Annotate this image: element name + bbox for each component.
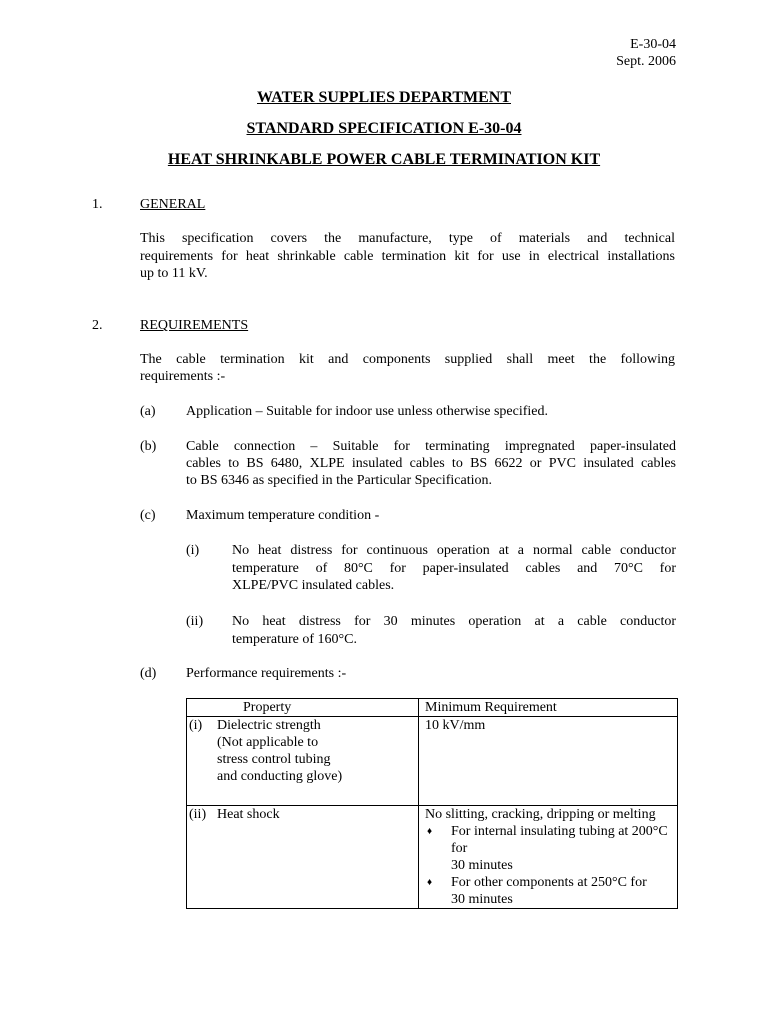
table-header-row [187,699,678,717]
specification-title: STANDARD SPECIFICATION E-30-04 [246,120,522,137]
performance-table [186,698,678,909]
property-cell [187,806,419,909]
header-minimum-requirement: Minimum Requirement [419,699,678,717]
property-line: stress control tubing [217,752,331,767]
row-label: (ii) [189,807,207,822]
bullet-line: For internal insulating tubing at 200°C for [451,824,668,856]
list-item [421,823,675,874]
diamond-bullet-icon: ♦ [427,826,433,837]
bullet-line: 30 minutes [451,858,513,873]
kit-title: HEAT SHRINKABLE POWER CABLE TERMINATION KIT [167,151,601,168]
body-line: temperature of 160°C. [232,632,357,647]
document-reference: E-30-04 [630,37,676,52]
item-c-label: (c) [140,508,156,523]
body-line: cables to BS 6480, XLPE insulated cables to BS 6622 or PVC insulated cables [186,456,676,471]
department-title: WATER SUPPLIES DEPARTMENT [257,89,511,106]
body-line: temperature of 80°C for paper-insulated cables and 70°C for [232,561,676,576]
body-line: XLPE/PVC insulated cables. [232,578,395,593]
requirement-text: No slitting, cracking, dripping or melting [425,807,656,822]
body-line: This specification covers the manufacture, type of materials and technical [140,231,675,246]
property-line: Dielectric strength [217,718,321,733]
body-line: to BS 6346 as specified in the Particular Specification. [186,473,492,488]
body-line: up to 11 kV. [140,266,208,281]
body-line: No heat distress for 30 minutes operation at a cable conductor [232,614,676,629]
requirement-text: 10 kV/mm [425,718,486,733]
item-c-text: Maximum temperature condition - [186,508,380,523]
section-1-heading: GENERAL [140,197,206,212]
requirement-cell [419,717,678,806]
item-c-ii-label: (ii) [186,614,204,629]
bullet-line: For other components at 250°C for [451,875,647,890]
item-a-text: Application – Suitable for indoor use unless otherwise specified. [186,404,548,419]
header-property: Property [187,699,419,717]
section-2-heading: REQUIREMENTS [140,318,249,333]
document-date: Sept. 2006 [616,54,676,69]
body-line: requirements for heat shrinkable cable termination kit for use in electrical installations [140,249,675,264]
item-a-label: (a) [140,404,156,419]
section-1-number: 1. [92,197,103,212]
body-line: requirements :- [140,369,226,384]
row-label: (i) [189,718,203,733]
diamond-bullet-icon: ♦ [427,877,433,888]
property-line: (Not applicable to [217,735,319,750]
list-item [421,874,675,908]
requirement-bullets [421,823,675,908]
property-cell [187,717,419,806]
body-line: No heat distress for continuous operation at a normal cable conductor [232,543,676,558]
item-d-text: Performance requirements :- [186,666,347,681]
table-row [187,806,678,909]
body-line: Cable connection – Suitable for terminating impregnated paper-insulated [186,439,676,454]
body-line: The cable termination kit and components supplied shall meet the following [140,352,675,367]
item-b-label: (b) [140,439,157,454]
item-c-i-label: (i) [186,543,200,558]
property-line: Heat shock [217,807,280,822]
table-row [187,717,678,806]
section-2-number: 2. [92,318,103,333]
requirement-cell [419,806,678,909]
property-line: and conducting glove) [217,769,343,784]
item-d-label: (d) [140,666,157,681]
bullet-line: 30 minutes [451,892,513,907]
